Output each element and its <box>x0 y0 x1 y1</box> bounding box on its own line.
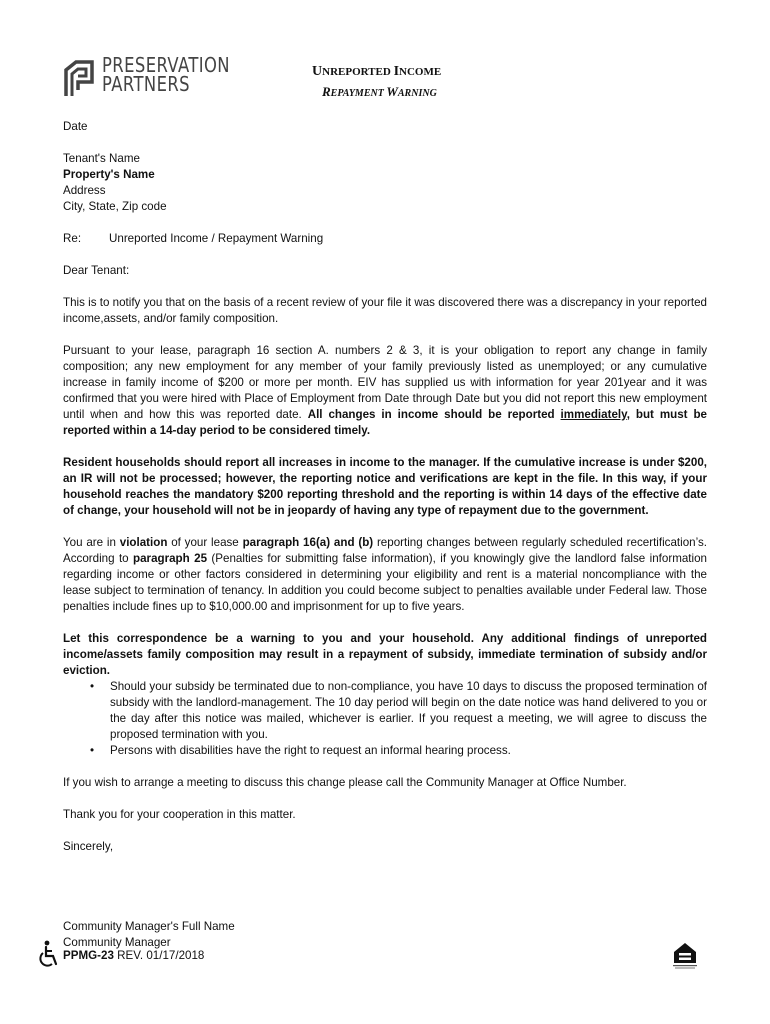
city-state-zip: City, State, Zip code <box>63 200 167 213</box>
closing: Sincerely, <box>63 840 114 853</box>
revision-date: REV. 01/17/2018 <box>113 949 205 962</box>
paragraph-warning: Let this correspondence be a warning to you and your household. Any additional findings of unreported income/assets family composition may result in a repayment of subsidy, immediate termination of subsidy and/or eviction. <box>63 632 707 677</box>
paragraph-notification: This is to notify you that on the basis of a recent review of your file it was discovered there was a discrepancy in your reported income,assets, and/or family composition. <box>63 296 707 325</box>
logo-mark-icon <box>62 56 98 98</box>
equal-housing-icon <box>672 940 698 970</box>
footer <box>37 940 737 974</box>
paragraph-meeting: If you wish to arrange a meeting to discuss this change please call the Community Manager at Office Number. <box>63 776 627 789</box>
wheelchair-icon <box>37 940 59 968</box>
signer-title: Community Manager <box>63 936 171 949</box>
document-subtitle: REPAYMENT WARNING <box>322 84 437 99</box>
paragraph-lease-obligation: Pursuant to your lease, paragraph 16 section A. numbers 2 & 3, it is your obligation to report any change in family composition; any new employment for any member of your family previously listed as unemployed; or any cumulative increase in family income of $200 or more per month. EIV has supplied us with information for year 201year and it was confirmed that you were hired with Place of Employment from Date through Date but you did not report this new employment until when and how this was reported date. All changes in income should be reported immediately, but must be reported within a 14-day period to be considered timely. <box>63 344 707 437</box>
address-line: Address <box>63 184 106 197</box>
paragraph-thanks: Thank you for your cooperation in this matter. <box>63 808 296 821</box>
date-line: Date <box>63 120 88 133</box>
document-title: UNREPORTED INCOME <box>312 64 442 79</box>
paragraph-reporting-increases: Resident households should report all increases in income to the manager. If the cumulative increase is under $200, an IR will not be processed; however, the reporting notice and verifications are kept in the file. In this way, if your household reaches the mandatory $200 reporting threshold and the reporting is within 14 days of the effective date of change, your household will not be in jeopardy of having any type of repayment due to the government. <box>63 456 707 517</box>
rights-list <box>63 679 707 759</box>
salutation: Dear Tenant: <box>63 264 130 277</box>
list-item: • Should your subsidy be terminated due to non-compliance, you have 10 days to discuss the proposed termination of subsidy with the landlord-management. The 10 day period will begin on the date notice was hand delivered to you or the day after this notice was mailed, whichever is earlier. If you request a meeting, we will agree to discuss the proposed termination with you. <box>90 679 707 743</box>
letter-body <box>63 119 707 951</box>
logo-line-1: PRESERVATION <box>102 53 230 77</box>
signer-name: Community Manager's Full Name <box>63 920 235 933</box>
re-line <box>63 231 707 247</box>
form-code: PPMG-23 <box>63 949 114 962</box>
logo-text <box>102 53 230 96</box>
list-item: • Persons with disabilities have the right to request an informal hearing process. <box>90 743 707 759</box>
logo-line-2: PARTNERS <box>102 72 190 96</box>
re-text: Unreported Income / Repayment Warning <box>109 232 324 245</box>
paragraph-violation: You are in violation of your lease paragraph 16(a) and (b) reporting changes between regularly scheduled recertification’s. According to paragraph 25 (Penalties for submitting false information), if you knowingly give the landlord false information regarding income or other factors considered in determining your eligibility and rent is a material noncompliance with the lease subject to termination of tenancy. In addition you could become subject to penalties available under Federal law. Those penalties include fines up to $10,000.00 and imprisonment for up to five years. <box>63 536 708 613</box>
re-label: Re: <box>63 232 82 245</box>
property-name: Property's Name <box>63 168 155 181</box>
preservation-partners-logo <box>62 53 230 100</box>
form-revision <box>63 949 204 962</box>
tenant-name: Tenant's Name <box>63 152 140 165</box>
